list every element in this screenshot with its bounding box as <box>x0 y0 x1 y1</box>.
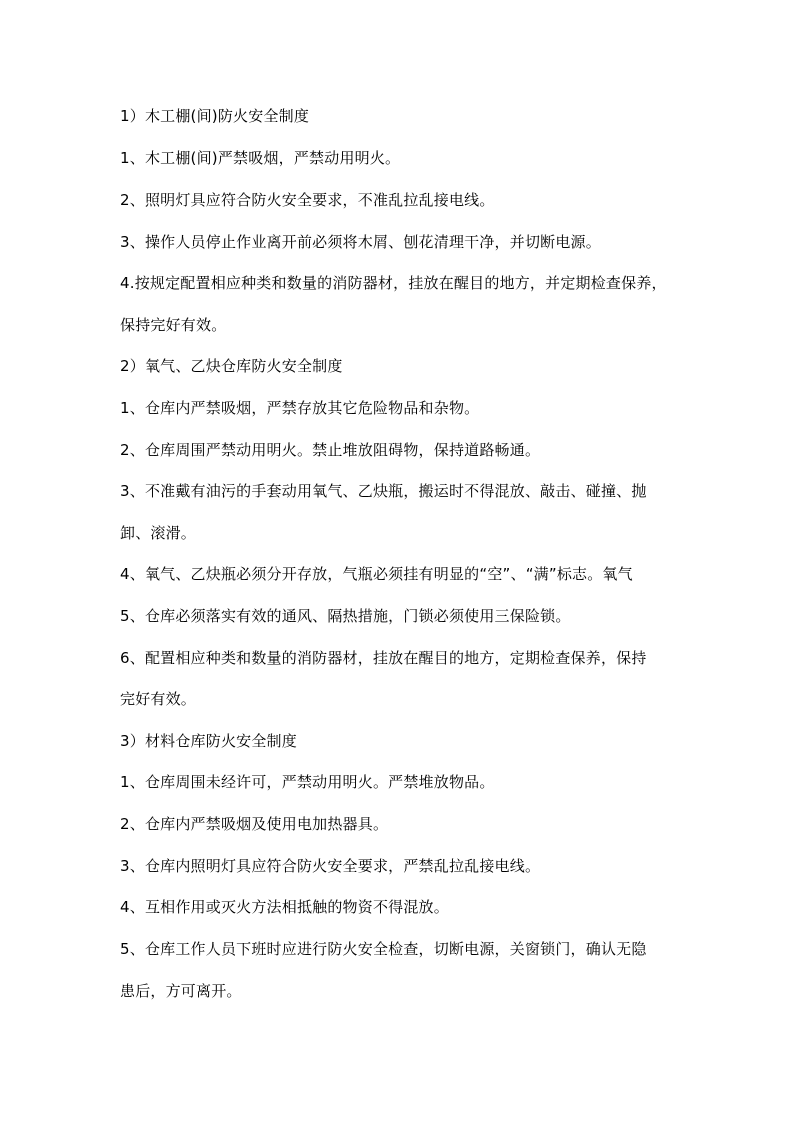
paragraph-line: 完好有效。 <box>120 690 197 708</box>
section-heading-1: 1）木工棚(间)防火安全制度 <box>120 107 310 125</box>
paragraph-line: 患后，方可离开。 <box>120 982 242 1000</box>
paragraph-line: 1、木工棚(间)严禁吸烟，严禁动用明火。 <box>120 149 401 167</box>
paragraph-line: 1、仓库周围未经许可，严禁动用明火。严禁堆放物品。 <box>120 773 495 791</box>
paragraph-line: 5、仓库工作人员下班时应进行防火安全检查，切断电源，关窗锁门，确认无隐 <box>120 940 647 958</box>
section-heading-2: 2）氧气、乙炔仓库防火安全制度 <box>120 357 343 375</box>
paragraph-line: 4、互相作用或灭火方法相抵触的物资不得混放。 <box>120 898 449 916</box>
paragraph-line: 3、仓库内照明灯具应符合防火安全要求，严禁乱拉乱接电线。 <box>120 857 541 875</box>
paragraph-line: 2、仓库周围严禁动用明火。禁止堆放阻碍物，保持道路畅通。 <box>120 441 541 459</box>
section-heading-3: 3）材料仓库防火安全制度 <box>120 732 297 750</box>
paragraph-line: 3、操作人员停止作业离开前必须将木屑、刨花清理干净，并切断电源。 <box>120 233 601 251</box>
paragraph-line: 2、照明灯具应符合防火安全要求，不准乱拉乱接电线。 <box>120 191 495 209</box>
paragraph-line: 2、仓库内严禁吸烟及使用电加热器具。 <box>120 815 389 833</box>
paragraph-line: 6、配置相应种类和数量的消防器材，挂放在醒目的地方，定期检查保养，保持 <box>120 649 647 667</box>
paragraph-line: 5、仓库必须落实有效的通风、隔热措施，门锁必须使用三保险锁。 <box>120 607 571 625</box>
paragraph-line: 3、不准戴有油污的手套动用氧气、乙炔瓶，搬运时不得混放、敲击、碰撞、抛 <box>120 482 647 500</box>
paragraph-line: 4.按规定配置相应种类和数量的消防器材，挂放在醒目的地方，并定期检查保养， <box>120 274 667 292</box>
paragraph-line: 4、氧气、乙炔瓶必须分开存放，气瓶必须挂有明显的“空”、“满”标志。氧气 <box>120 565 633 583</box>
paragraph-line: 1、仓库内严禁吸烟，严禁存放其它危险物品和杂物。 <box>120 399 480 417</box>
paragraph-line: 保持完好有效。 <box>120 316 227 334</box>
paragraph-line: 卸、滚滑。 <box>120 524 197 542</box>
